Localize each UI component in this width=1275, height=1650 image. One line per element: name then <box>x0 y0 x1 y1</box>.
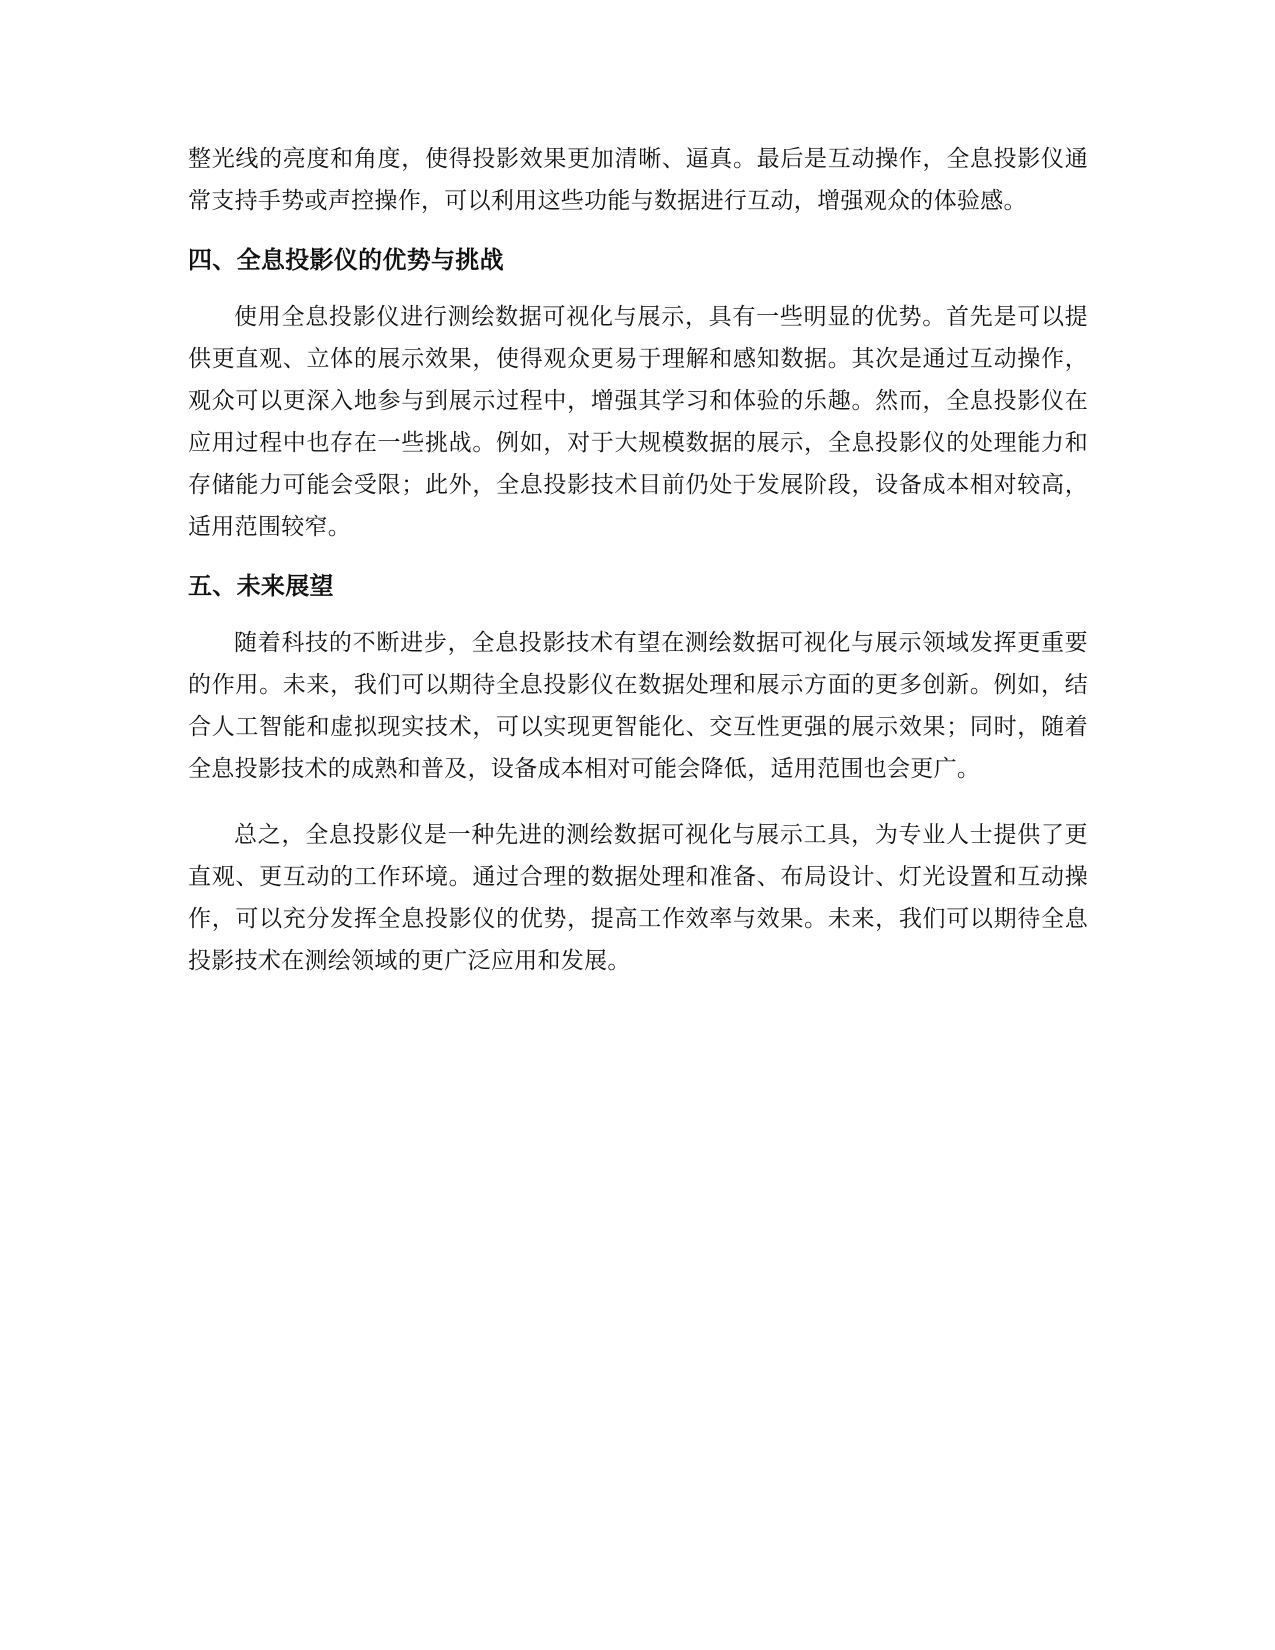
section-4-paragraph: 使用全息投影仪进行测绘数据可视化与展示，具有一些明显的优势。首先是可以提供更直观、立体的展示效果，使得观众更易于理解和感知数据。其次是通过互动操作，观众可以更深入地参与到展示过程中，增强其学习和体验的乐趣。然而，全息投影仪在应用过程中也存在一些挑战。例如，对于大规模数据的展示，全息投影仪的处理能力和存储能力可能会受限；此外，全息投影技术目前仍处于发展阶段，设备成本相对较高，适用范围较窄。 <box>188 304 1088 540</box>
document-page <box>188 138 1088 982</box>
section-5-paragraph-2: 总之，全息投影仪是一种先进的测绘数据可视化与展示工具，为专业人士提供了更直观、更互动的工作环境。通过合理的数据处理和准备、布局设计、灯光设置和互动操作，可以充分发挥全息投影仪的优势，提高工作效率与效果。未来，我们可以期待全息投影技术在测绘领域的更广泛应用和发展。 <box>188 822 1088 974</box>
section-4-heading: 四、全息投影仪的优势与挑战 <box>188 246 504 274</box>
continued-paragraph: 整光线的亮度和角度，使得投影效果更加清晰、逼真。最后是互动操作，全息投影仪通常支持手势或声控操作，可以利用这些功能与数据进行互动，增强观众的体验感。 <box>188 146 1088 214</box>
section-5-heading: 五、未来展望 <box>188 572 334 600</box>
section-5-paragraph-1: 随着科技的不断进步，全息投影技术有望在测绘数据可视化与展示领域发挥更重要的作用。未来，我们可以期待全息投影仪在数据处理和展示方面的更多创新。例如，结合人工智能和虚拟现实技术，可以实现更智能化、交互性更强的展示效果；同时，随着全息投影技术的成熟和普及，设备成本相对可能会降低，适用范围也会更广。 <box>188 630 1088 782</box>
